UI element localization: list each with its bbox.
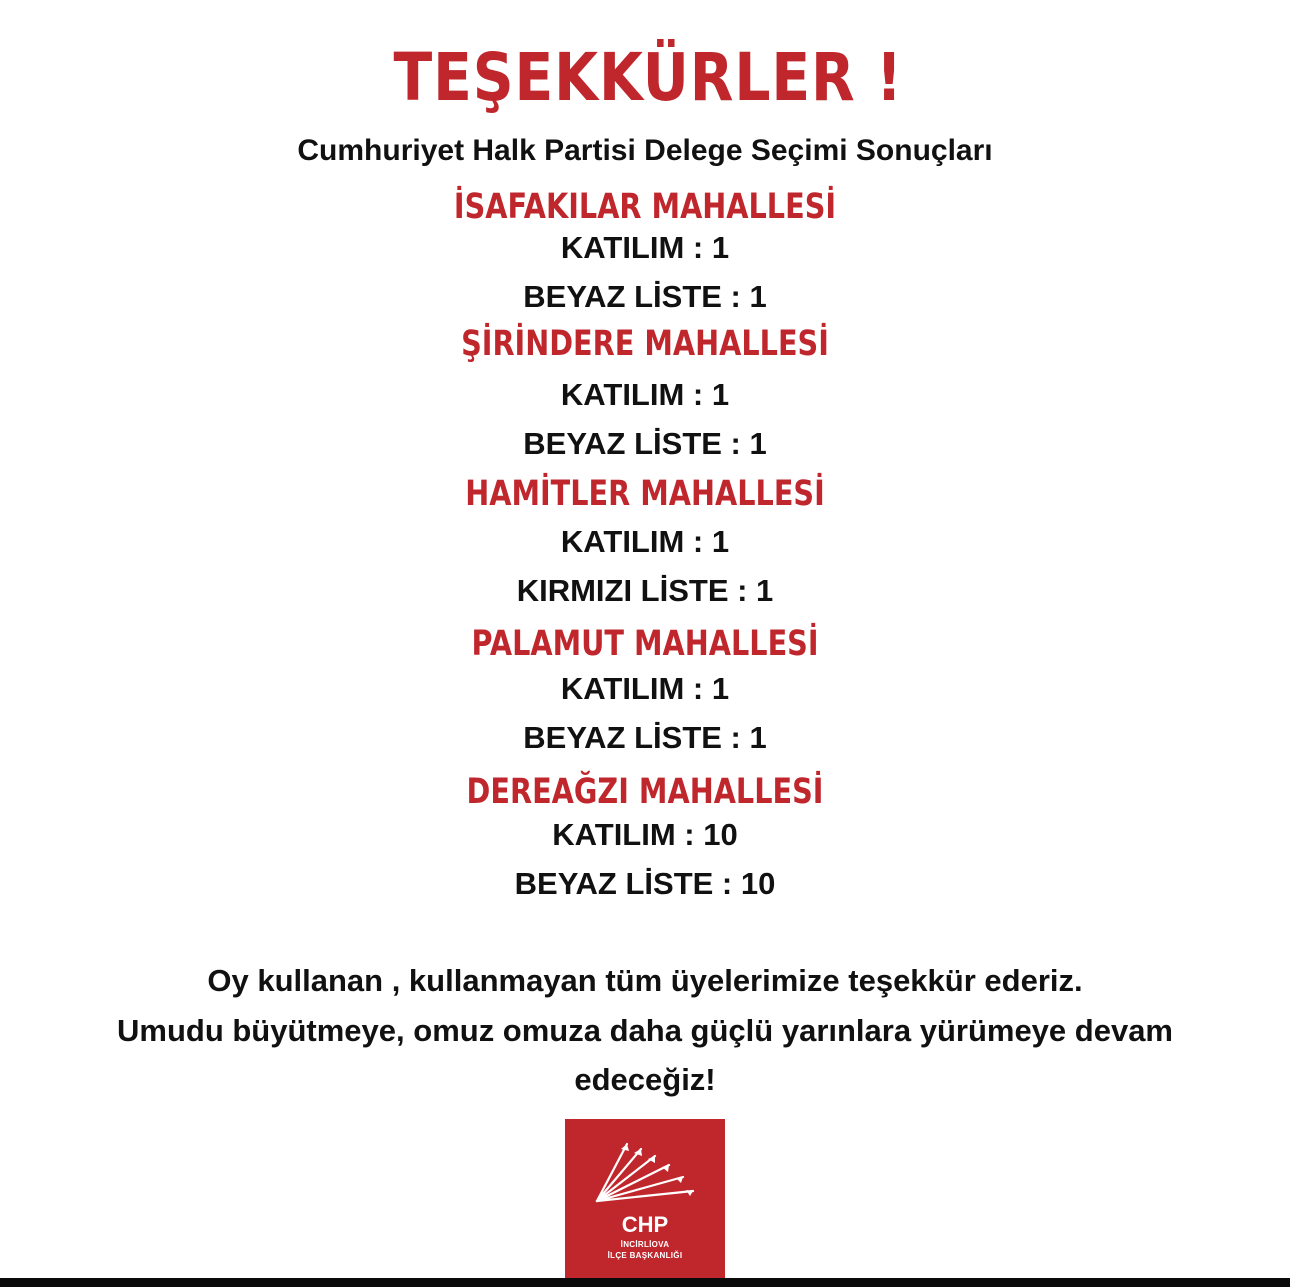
list-result: BEYAZ LİSTE : 10: [514, 866, 776, 901]
closing-line-end: edeceğiz!: [574, 1062, 716, 1097]
logo-name: CHP: [621, 1212, 669, 1237]
participation-value: KATILIM : 1: [560, 377, 730, 412]
list-result: KIRMIZI LİSTE : 1: [516, 573, 774, 608]
page-subtitle: Cumhuriyet Halk Partisi Delege Seçimi Sonuçları: [297, 134, 993, 167]
list-result: BEYAZ LİSTE : 1: [523, 426, 767, 461]
neighborhood-name: ŞİRİNDERE MAHALLESİ: [461, 324, 829, 364]
list-result: BEYAZ LİSTE : 1: [523, 720, 767, 755]
bottom-border: [0, 1278, 1290, 1287]
participation-value: KATILIM : 10: [552, 817, 738, 852]
neighborhood-name: HAMİTLER MAHALLESİ: [465, 474, 825, 514]
page-title: TEŞEKKÜRLER !: [393, 39, 903, 116]
neighborhood-name: DEREAĞZI MAHALLESİ: [466, 772, 824, 812]
neighborhood-name: İSAFAKILAR MAHALLESİ: [453, 187, 837, 227]
neighborhood-name: PALAMUT MAHALLESİ: [471, 624, 819, 664]
logo-office: İLÇE BAŞKANLIĞI: [607, 1251, 683, 1260]
list-result: BEYAZ LİSTE : 1: [523, 279, 767, 314]
chp-logo: [565, 1119, 725, 1279]
participation-value: KATILIM : 1: [560, 524, 730, 559]
closing-line: Umudu büyütmeye, omuz omuza daha güçlü yarınlara yürümeye devam: [117, 1013, 1173, 1048]
thank-you-line: Oy kullanan , kullanmayan tüm üyelerimize teşekkür ederiz.: [207, 963, 1083, 998]
logo-district: İNCİRLİOVA: [620, 1240, 670, 1249]
participation-value: KATILIM : 1: [560, 671, 730, 706]
participation-value: KATILIM : 1: [560, 230, 730, 265]
